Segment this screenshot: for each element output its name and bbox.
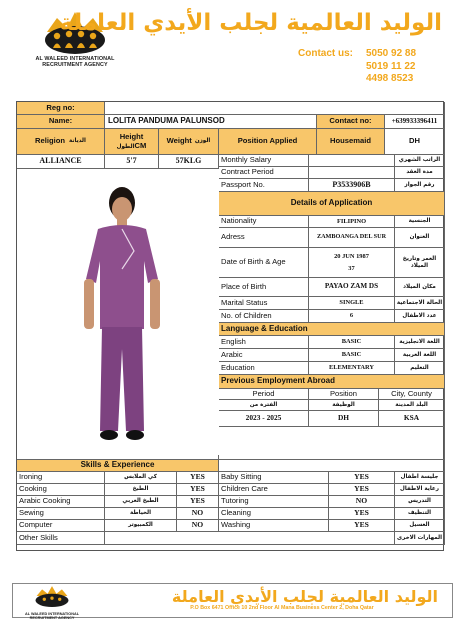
religion-heading — [17, 129, 105, 155]
other-skills-value — [105, 532, 395, 545]
nationality-label: Nationality — [219, 216, 309, 228]
employment-title: Previous Employment Abroad — [219, 375, 445, 389]
skill-cleaning-label-ar: التنظيف — [395, 508, 445, 520]
skill-computer-value: NO — [177, 520, 219, 532]
address-value: ZAMBOANGA DEL SUR — [309, 228, 395, 248]
footer-logo-line-2: RECRUITMENT AGENCY — [29, 616, 75, 621]
marital-label-ar: الحالة الاجتماعية — [395, 297, 445, 310]
english-value: BASIC — [309, 336, 395, 349]
applicant-figure — [18, 169, 216, 455]
marital-value: SINGLE — [309, 297, 395, 310]
footer-arabic-title: الوليد العالمية لجلب الأيدي العاملة — [171, 587, 438, 606]
education-value: ELEMENTARY — [309, 362, 395, 375]
skill-arabic-cooking-value: YES — [177, 496, 219, 508]
birthplace-label: Place of Birth — [219, 278, 309, 297]
footer-banner — [12, 583, 453, 621]
skill-sewing-label-ar: الخياطة — [105, 508, 177, 520]
skill-ironing-label-ar: كي الملابس — [105, 472, 177, 484]
skill-ironing-label: Ironing — [17, 472, 105, 484]
position-value: Housemaid — [317, 129, 385, 155]
passport-value: P3533906B — [309, 179, 395, 192]
marital-label: Marital Status — [219, 297, 309, 310]
footer-logo — [17, 585, 87, 621]
birthplace-value: PAYAO ZAM DS — [309, 278, 395, 297]
skill-baby-sitting-label-ar: جليسة اطفال — [395, 472, 445, 484]
education-label: Education — [219, 362, 309, 375]
education-label-ar: التعليم — [395, 362, 445, 375]
address-label: Adress — [219, 228, 309, 248]
city-heading: City, County — [379, 389, 445, 400]
phone-2: 5019 11 22 — [366, 60, 416, 72]
salary-label-ar: الراتب الشهري — [395, 155, 445, 167]
letterhead — [0, 0, 464, 88]
skill-cleaning-value: YES — [329, 508, 395, 520]
skills-title-blank — [219, 460, 445, 472]
name-label: Name: — [17, 115, 105, 129]
height-heading — [105, 129, 159, 155]
contact-no-label: Contact no: — [317, 115, 385, 129]
contact-label: Contact us: — [298, 48, 353, 59]
footer-address: P.O Box 6471 Office 10 2nd Floor Al Mana Business Center 2, Doha Qatar — [190, 605, 374, 611]
arabic-label: Arabic — [219, 349, 309, 362]
birthplace-label-ar: مكان الميلاد — [395, 278, 445, 297]
position-heading: Position — [309, 389, 379, 400]
arabic-agency-title: الوليد العالمية لجلب الأيدي العاملة — [59, 10, 442, 36]
application-form — [16, 101, 444, 551]
position-heading-ar: الوظيفة — [309, 400, 379, 411]
salary-value — [309, 155, 395, 167]
details-title: Details of Application — [219, 192, 445, 216]
weight-heading — [159, 129, 219, 155]
skill-cooking-label-ar: الطبخ — [105, 484, 177, 496]
dob-value: 20 JUN 1987 — [334, 252, 369, 260]
phone-1: 5050 92 88 — [366, 48, 417, 59]
period-heading: Period — [219, 389, 309, 400]
nationality-label-ar: الجنسية — [395, 216, 445, 228]
contact-no-value: +639933396411 — [385, 115, 445, 129]
other-skills-label: Other Skills — [17, 532, 105, 545]
weight-label-ar: الوزن — [194, 138, 211, 145]
position-label: Position Applied — [219, 129, 317, 155]
skill-cleaning-label: Cleaning — [219, 508, 329, 520]
skill-sewing-value: NO — [177, 508, 219, 520]
reg-no-label: Reg no: — [17, 102, 105, 115]
skill-washing-label-ar: الغسيل — [395, 520, 445, 532]
skill-computer-label-ar: الكمبيوتر — [105, 520, 177, 532]
contract-period-value — [309, 167, 395, 179]
age-value: 37 — [348, 265, 355, 272]
skill-children-care-value: YES — [329, 484, 395, 496]
contract-period-label: Contract Period — [219, 167, 309, 179]
skill-tutoring-label: Tutoring — [219, 496, 329, 508]
language-title: Language & Education — [219, 323, 445, 336]
children-value: 6 — [309, 310, 395, 323]
address-label-ar: العنوان — [395, 228, 445, 248]
skill-arabic-cooking-label-ar: الطبخ العربي — [105, 496, 177, 508]
height-value: 5'7 — [105, 155, 159, 169]
passport-label: Passport No. — [219, 179, 309, 192]
skill-washing-value: YES — [329, 520, 395, 532]
reg-no-value — [105, 102, 445, 115]
skill-children-care-label: Children Care — [219, 484, 329, 496]
logo-line-2: RECRUITMENT AGENCY — [42, 62, 108, 69]
dob-label: Date of Birth & Age — [219, 248, 309, 278]
employment-city: KSA — [379, 411, 445, 427]
logo-line-1: AL WALEED INTERNATIONAL — [35, 56, 115, 62]
period-heading-ar: الفترة من — [219, 400, 309, 411]
skills-title: Skills & Experience — [17, 460, 219, 472]
weight-label: Weight — [166, 136, 192, 146]
religion-value: ALLIANCE — [17, 155, 105, 169]
skill-sewing-label: Sewing — [17, 508, 105, 520]
city-heading-ar: البلد المدينة — [379, 400, 445, 411]
position-code: DH — [385, 129, 445, 155]
height-unit: CM — [134, 140, 147, 150]
skill-baby-sitting-label: Baby Sitting — [219, 472, 329, 484]
skill-cooking-label: Cooking — [17, 484, 105, 496]
phone-list — [366, 48, 416, 86]
contract-period-label-ar: مدة العقد — [395, 167, 445, 179]
height-label-ar: الطول — [116, 143, 135, 150]
religion-label-ar: الديانة — [69, 138, 86, 145]
skill-children-care-label-ar: رعاية الاطفال — [395, 484, 445, 496]
skill-washing-label: Washing — [219, 520, 329, 532]
other-skills-label-ar: المهارات الاخرى — [395, 532, 445, 545]
skill-computer-label: Computer — [17, 520, 105, 532]
skill-tutoring-label-ar: التدريس — [395, 496, 445, 508]
religion-label: Religion — [35, 136, 65, 146]
employment-blank-row — [219, 427, 445, 460]
weight-value: 57KLG — [159, 155, 219, 169]
passport-label-ar: رقم الجواز — [395, 179, 445, 192]
children-label: No. of Children — [219, 310, 309, 323]
dob-label-ar: العمر وتاريخ الميلاد — [395, 248, 445, 278]
phone-3: 4498 8523 — [366, 73, 414, 85]
children-label-ar: عدد الاطفال — [395, 310, 445, 323]
skill-baby-sitting-value: YES — [329, 472, 395, 484]
applicant-photo — [18, 169, 216, 455]
nationality-value: FILIPINO — [309, 216, 395, 228]
arabic-value: BASIC — [309, 349, 395, 362]
skill-arabic-cooking-label: Arabic Cooking — [17, 496, 105, 508]
height-label: Height — [119, 132, 144, 142]
dob-cell — [309, 248, 395, 278]
skill-cooking-value: YES — [177, 484, 219, 496]
employment-period: 2023 - 2025 — [219, 411, 309, 427]
skill-ironing-value: YES — [177, 472, 219, 484]
employment-position: DH — [309, 411, 379, 427]
footer-logo-line-1: AL WALEED INTERNATIONAL — [24, 612, 80, 616]
name-value: LOLITA PANDUMA PALUNSOD — [105, 115, 317, 129]
footer-crown-icon — [32, 585, 72, 607]
arabic-label-ar: اللغة العربية — [395, 349, 445, 362]
english-label-ar: اللغة الانجليزية — [395, 336, 445, 349]
english-label: English — [219, 336, 309, 349]
salary-label: Monthly Salary — [219, 155, 309, 167]
skill-tutoring-value: NO — [329, 496, 395, 508]
